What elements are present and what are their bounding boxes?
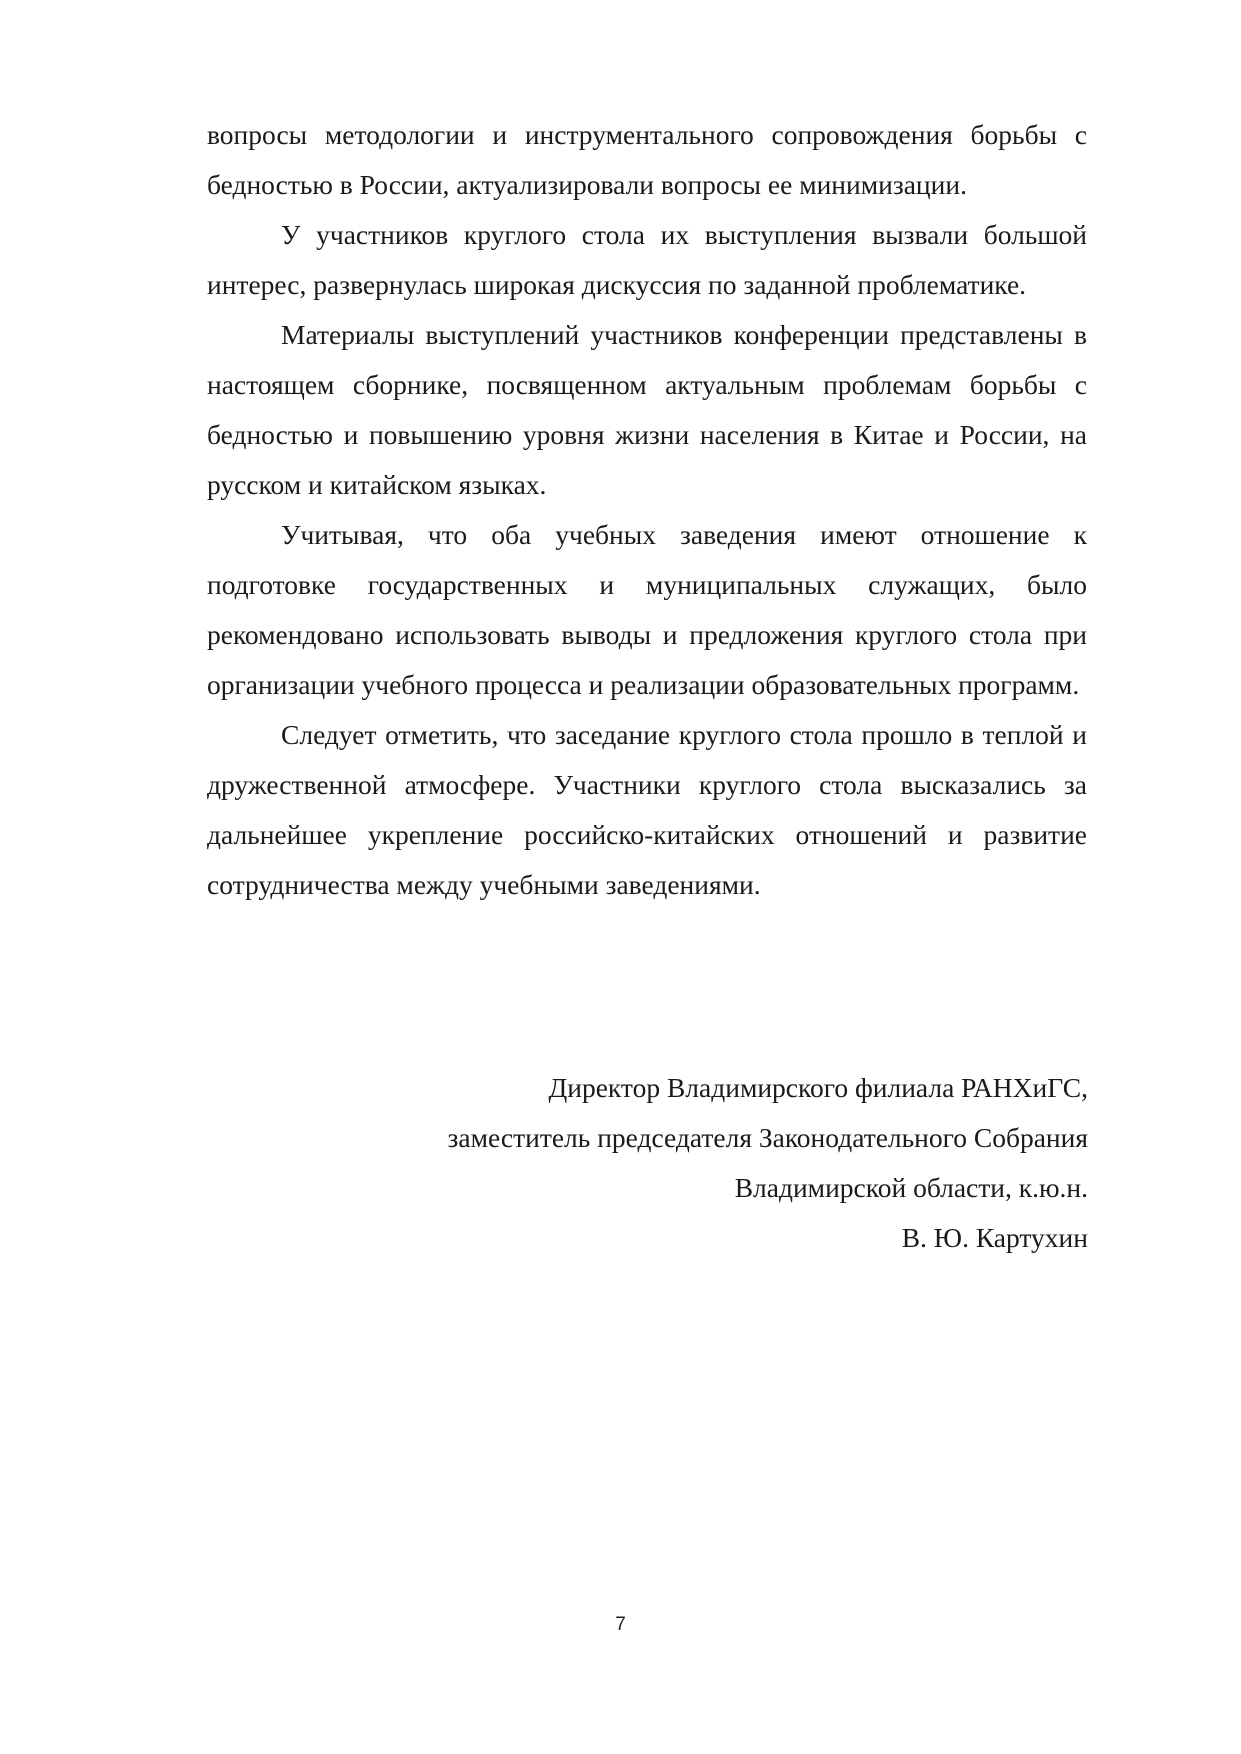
signature-name: В. Ю. Картухин bbox=[901, 1222, 1088, 1253]
paragraph-discussion: У участников круглого стола их выступления вызвали большой интерес, развернулась широкая дискуссия по заданной проблематике. bbox=[207, 219, 1087, 300]
paragraph-conclusion: Следует отметить, что заседание круглого стола прошло в теплой и дружественной атмосфере. Участники круглого стола высказались за дальнейшее укрепление российско-китайских отношений и развитие сотрудничества между учебными заведениями. bbox=[207, 719, 1087, 900]
paragraph-recommendation: Учитывая, что оба учебных заведения имеют отношение к подготовке государственных и муниципальных служащих, было рекомендовано использовать выводы и предложения круглого стола при организации учебного процесса и реализации образовательных программ. bbox=[207, 519, 1087, 700]
body-text bbox=[207, 110, 1087, 910]
signature-position: Директор Владимирского филиала РАНХиГС, bbox=[548, 1072, 1088, 1103]
signature-region-degree: Владимирской области, к.ю.н. bbox=[734, 1172, 1088, 1203]
page-number: 7 bbox=[615, 1614, 626, 1635]
paragraph-materials: Материалы выступлений участников конференции представлены в настоящем сборнике, посвященном актуальным проблемам борьбы с бедностью и повышению уровня жизни населения в Китае и России, на русском и китайском языках. bbox=[207, 319, 1087, 500]
paragraph-continuation: вопросы методологии и инструментального сопровождения борьбы с бедностью в России, актуализировали вопросы ее минимизации. bbox=[207, 119, 1087, 200]
signature-deputy-title: заместитель председателя Законодательного Собрания bbox=[447, 1122, 1088, 1153]
signature-block bbox=[288, 1063, 1088, 1263]
